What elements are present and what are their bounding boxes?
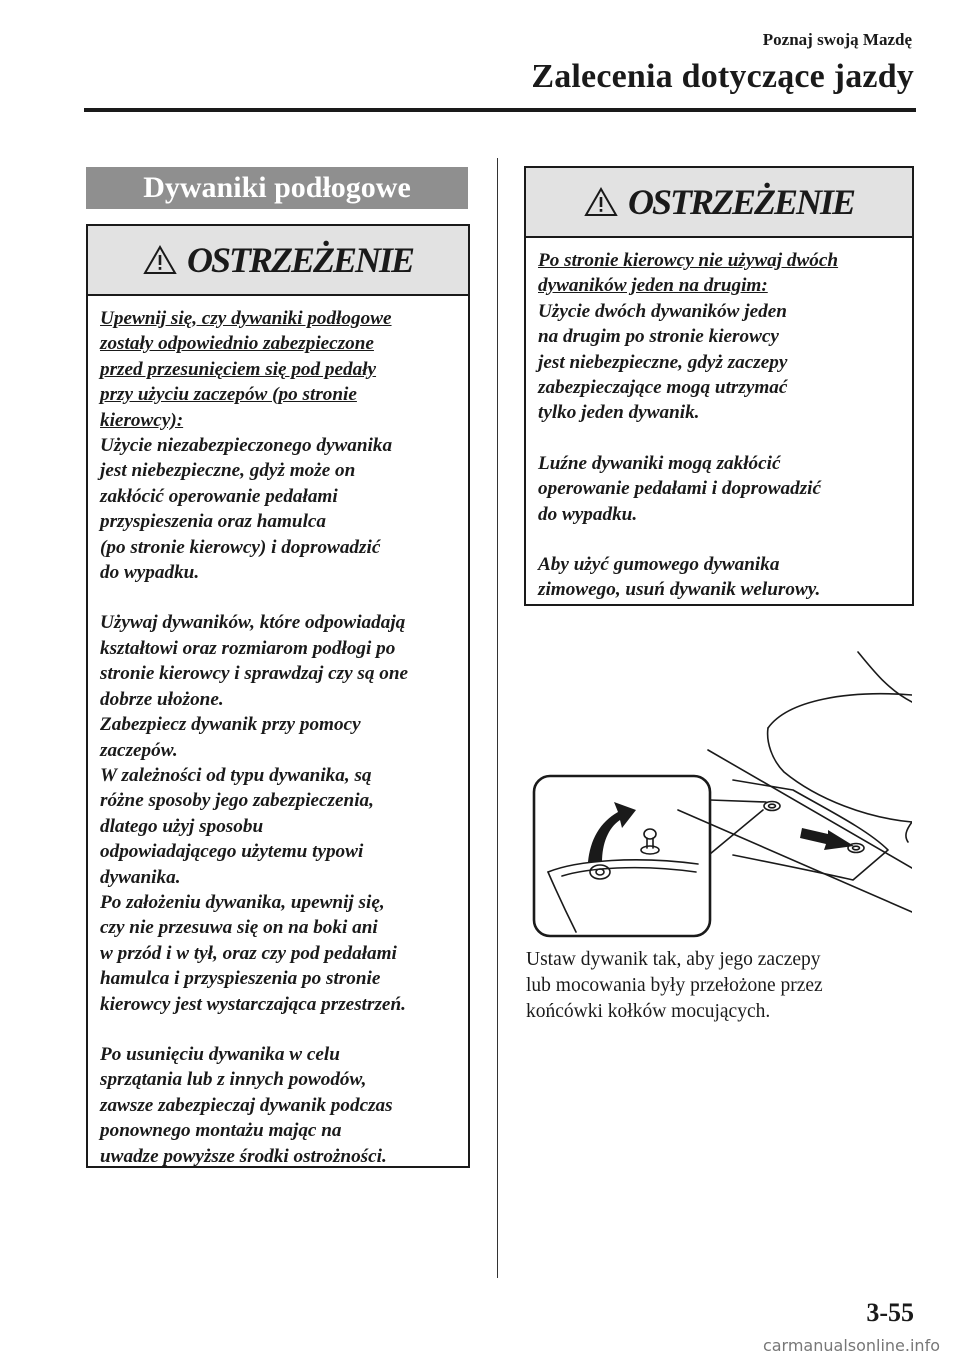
warning-lead [100,306,456,433]
warning-lead-line: kierowcy): [100,409,184,431]
anchor-peg-icon [644,829,656,839]
warning-label: OSTRZEŻENIE [186,240,414,280]
text-line: dywanika. [100,866,181,888]
text-line: Zabezpiecz dywanik przy pomocy [100,714,361,736]
warning-box-left [86,224,470,1168]
text-line: sprzątania lub z innych powodów, [100,1069,367,1091]
warning-paragraph [538,552,900,603]
text-line: dobrze ułożone. [100,688,224,710]
warning-lead-line: Upewnij się, czy dywaniki podłogowe [100,308,392,329]
warning-paragraph [538,451,900,527]
text-line: zimowego, usuń dywanik welurowy. [538,579,821,601]
text-line: Użycie dwóch dywaników jeden [538,300,787,322]
text-line: Użycie niezabezpieczonego dywanika [100,435,393,457]
warning-paragraph [100,610,456,1017]
warning-body [526,238,912,603]
text-line: do wypadku. [100,562,200,584]
text-line: czy nie przesuwa się on na boki ani [100,917,378,939]
text-line: Po usunięciu dywanika w celu [100,1043,340,1065]
text-line: zabezpieczające mogą utrzymać [538,377,788,399]
text-line: w przód i w tył, oraz czy pod pedałami [100,942,397,964]
header-subtitle: Poznaj swoją Mazdę [762,30,912,49]
header-rule [84,108,916,112]
warning-lead-line: Po stronie kierowcy nie używaj dwóch [538,250,839,271]
warning-body [88,296,468,1169]
text-line: stronie kierowcy i sprawdzaj czy są one [100,663,409,685]
text-line: uwadze powyższe środki ostrożności. [100,1145,387,1167]
text-line: ponownego montażu mając na [100,1120,342,1142]
text-line: zawsze zabezpieczaj dywanik podczas [100,1094,393,1116]
text-line: tylko jeden dywanik. [538,402,700,424]
text-line: operowanie pedałami i doprowadzić [538,478,822,500]
warning-triangle-icon [584,187,618,217]
text-line: dlatego użyj sposobu [100,815,264,837]
text-line: zaczepów. [100,739,178,761]
illustration-caption [526,947,916,1025]
warning-lead-line: dywaników jeden na drugim: [538,275,768,297]
text-line: przyspieszenia oraz hamulca [100,511,327,533]
warning-triangle-icon [143,245,177,275]
text-line: jest niebezpieczne, gdyż zaczepy [538,351,788,373]
column-divider [497,158,498,1278]
header-title: Zalecenia dotyczące jazdy [531,58,914,95]
warning-header [526,168,912,238]
text-line: Po założeniu dywanika, upewnij się, [100,891,385,913]
warning-lead [538,248,900,299]
warning-lead-line: zostały odpowiednio zabezpieczone [100,333,374,355]
caption-line: Ustaw dywanik tak, aby jego zaczepy [526,949,821,970]
watermark: carmanualsonline.info [762,1336,940,1355]
text-line: Aby użyć gumowego dywanika [538,554,780,576]
text-line: do wypadku. [538,503,638,525]
warning-label: OSTRZEŻENIE [627,182,855,222]
warning-paragraph [100,1042,456,1169]
text-line: kształtowi oraz rozmiarom podłogi po [100,637,396,659]
text-line: na drugim po stronie kierowcy [538,326,779,348]
direction-arrow-icon [800,828,854,850]
text-line: kierowcy jest wystarczająca przestrzeń. [100,993,406,1015]
text-line: Używaj dywaników, które odpowiadają [100,612,406,634]
warning-box-right [524,166,914,606]
warning-paragraph [538,299,900,426]
mat-hook-icon [764,802,780,811]
floor-mat-illustration [528,650,912,938]
page-number: 3-55 [866,1298,914,1327]
text-line: różne sposoby jego zabezpieczenia, [100,790,374,812]
mat-grommet-icon [590,865,610,879]
text-line: (po stronie kierowcy) i doprowadzić [100,536,381,558]
warning-paragraph [100,433,456,585]
caption-line: końcówki kołków mocujących. [526,1001,771,1022]
caption-line: lub mocowania były przełożone przez [526,975,823,996]
curved-arrow-icon [588,802,636,862]
warning-header [88,226,468,296]
text-line: Luźne dywaniki mogą zakłócić [538,452,781,474]
section-title: Dywaniki podłogowe [86,167,468,209]
warning-lead-line: przed przesunięciem się pod pedały [100,358,377,380]
detail-inset-box [534,776,710,936]
text-line: hamulca i przyspieszenia po stronie [100,968,381,990]
warning-lead-line: przy użyciu zaczepów (po stronie [100,384,357,406]
text-line: zakłócić operowanie pedałami [100,485,338,507]
text-line: jest niebezpieczne, gdyż może on [100,460,356,482]
seat-cushion [768,694,912,728]
text-line: odpowiadającego użytemu typowi [100,841,364,863]
text-line: W zależności od typu dywanika, są [100,764,372,786]
